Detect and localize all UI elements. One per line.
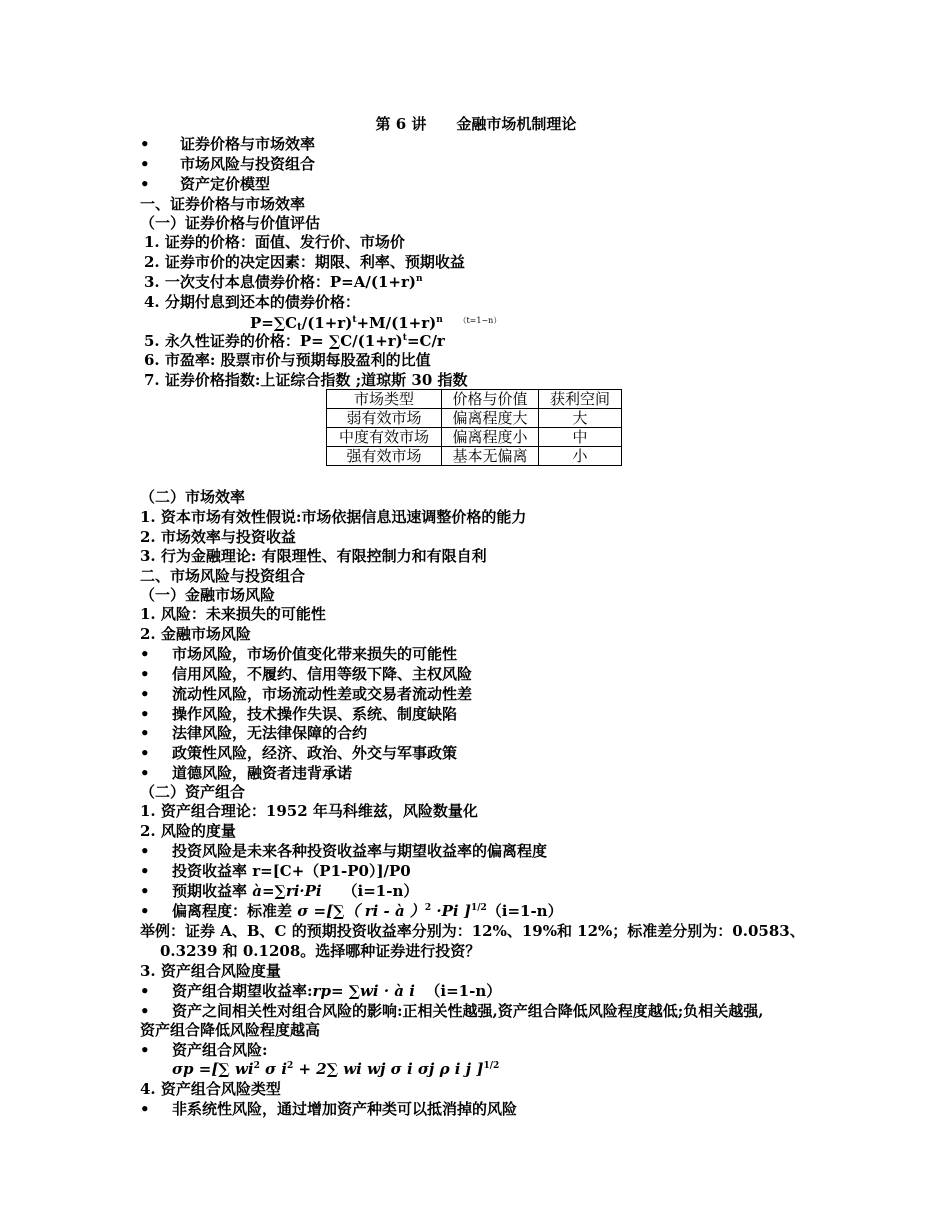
outline-item: • 市场风险与投资组合 [140, 155, 316, 173]
subsection-heading: （二）市场效率 [140, 488, 246, 506]
table-cell: 小 [539, 447, 622, 466]
list-item: 2. 风险的度量 [140, 822, 236, 840]
table-header: 市场类型 [327, 390, 442, 409]
list-item: 2. 金融市场风险 [140, 625, 251, 643]
bullet-icon: • [140, 1041, 150, 1059]
example-text: 举例：证券 A、B、C 的预期投资收益率分别为：12%、19%和 12%；标准差分别为：0.0583、 [140, 922, 805, 940]
risk-item: • 流动性风险，市场流动性差或交易者流动性差 [140, 685, 473, 703]
bullet-icon: • [140, 645, 150, 663]
list-item: 4. 分期付息到还本的债券价格： [144, 293, 360, 311]
table-header: 获利空间 [539, 390, 622, 409]
subsection-heading: （一）证券价格与价值评估 [140, 214, 321, 232]
bullet-icon: • [140, 982, 150, 1000]
bullet-icon: • [140, 175, 150, 193]
list-item: 3. 资产组合风险度量 [140, 962, 281, 980]
bullet-icon: • [140, 705, 150, 723]
page-title: 第 6 讲 金融市场机制理论 [375, 115, 577, 133]
subsection-heading: （一）金融市场风险 [140, 586, 276, 604]
table-cell: 大 [539, 409, 622, 428]
list-item: 5. 永久性证券的价格：$P= \sum C/(1+r)^t=C/r$ [144, 332, 445, 350]
list-item: 2. 证券市价的决定因素：期限、利率、预期收益 [144, 253, 465, 271]
table-cell: 强有效市场 [327, 447, 442, 466]
bullet-icon: • [140, 155, 150, 173]
portfolio-item: • 资产组合期望收益率:rp= ∑wi · à i （i=1-n） [140, 982, 502, 1000]
risk-item: • 操作风险，技术操作失误、系统、制度缺陷 [140, 705, 458, 723]
list-item: 3. 行为金融理论: 有限理性、有限控制力和有限自利 [140, 547, 487, 565]
table-cell: 弱有效市场 [327, 409, 442, 428]
risk-item: • 市场风险，市场价值变化带来损失的可能性 [140, 645, 458, 663]
list-item: 1. 证券的价格：面值、发行价、市场价 [144, 233, 405, 251]
table-row [327, 409, 622, 428]
formula-portfolio-risk: σp =[∑ $wi^2$ σ $i^2 + 2\sum$ wi wj σ i σj ρ i j ]$^{1/2}$ [172, 1060, 500, 1078]
portfolio-item-cont: 资产组合降低风险程度越高 [140, 1021, 321, 1039]
table-header-row [327, 390, 622, 409]
list-item: 2. 市场效率与投资收益 [140, 528, 296, 546]
formula-coupon-bond: $P=\sum Ct/(1+r)^t+M/(1+r)^n$ $^{(t=1\sim n)}$ [250, 314, 502, 333]
bullet-icon: • [140, 744, 150, 762]
risk-item: • 信用风险，不履约、信用等级下降、主权风险 [140, 665, 473, 683]
measure-item: • 投资风险是未来各种投资收益率与期望收益率的偏离程度 [140, 842, 548, 860]
subsection-heading: （二）资产组合 [140, 783, 246, 801]
list-item: 1. 资本市场有效性假说:市场依据信息迅速调整价格的能力 [140, 508, 527, 526]
list-item: 6. 市盈率: 股票市价与预期每股盈利的比值 [144, 351, 431, 369]
section-heading: 一、证券价格与市场效率 [140, 195, 306, 213]
table-cell: 偏离程度大 [442, 409, 539, 428]
list-item: 7. 证券价格指数:上证综合指数 ;道琼斯 30 指数 [144, 371, 468, 389]
bullet-icon: • [140, 882, 150, 900]
table-row [327, 428, 622, 447]
risk-item: • 政策性风险，经济、政治、外交与军事政策 [140, 744, 458, 762]
bullet-icon: • [140, 1100, 150, 1118]
portfolio-item: • 资产组合风险: [140, 1041, 268, 1059]
bullet-icon: • [140, 665, 150, 683]
portfolio-item: • 资产之间相关性对组合风险的影响:正相关性越强,资产组合降低风险程度越低;负相关越强, [140, 1002, 764, 1020]
measure-item: • 预期收益率 à=∑ri·Pi （i=1-n） [140, 882, 419, 900]
section-heading: 二、市场风险与投资组合 [140, 567, 306, 585]
risk-item: • 道德风险，融资者违背承诺 [140, 764, 353, 782]
outline-item: • 证券价格与市场效率 [140, 135, 316, 153]
table-cell: 中 [539, 428, 622, 447]
measure-item: • 偏离程度：标准差 σ =[∑（ ri - à ）$^2$ ·Pi ]$^{1/2}$（i=1-n） [140, 902, 563, 920]
bullet-icon: • [140, 862, 150, 880]
table-cell: 偏离程度小 [442, 428, 539, 447]
bullet-icon: • [140, 902, 150, 920]
list-item: 3. 一次支付本息债券价格：$P=A/(1+r)^n$ [144, 273, 423, 291]
list-item: 1. 风险：未来损失的可能性 [140, 605, 326, 623]
measure-item: • 投资收益率 r=[C+（P1-P0）]/P0 [140, 862, 411, 880]
example-text: 0.3239 和 0.1208。选择哪种证券进行投资？ [160, 942, 481, 960]
table-cell: 中度有效市场 [327, 428, 442, 447]
risk-item: • 法律风险，无法律保障的合约 [140, 724, 368, 742]
bullet-icon: • [140, 842, 150, 860]
bullet-icon: • [140, 764, 150, 782]
risk-type-item: • 非系统性风险，通过增加资产种类可以抵消掉的风险 [140, 1100, 518, 1118]
bullet-icon: • [140, 1002, 150, 1020]
market-efficiency-table [326, 389, 622, 466]
table-cell: 基本无偏离 [442, 447, 539, 466]
bullet-icon: • [140, 135, 150, 153]
table-header: 价格与价值 [442, 390, 539, 409]
bullet-icon: • [140, 685, 150, 703]
list-item: 1. 资产组合理论：1952 年马科维兹，风险数量化 [140, 802, 478, 820]
outline-item: • 资产定价模型 [140, 175, 271, 193]
bullet-icon: • [140, 724, 150, 742]
list-item: 4. 资产组合风险类型 [140, 1080, 281, 1098]
table-row [327, 447, 622, 466]
